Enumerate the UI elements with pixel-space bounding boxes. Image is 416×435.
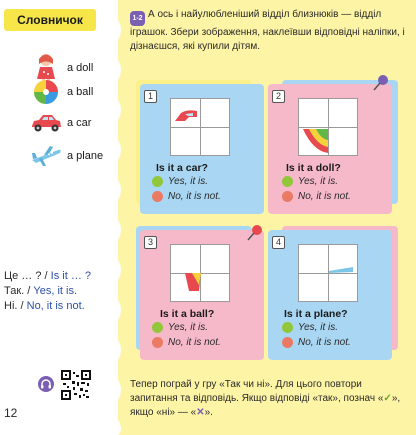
card-question: Is it a ball?: [160, 308, 215, 320]
grammar-no-en: No, it is not.: [26, 300, 85, 312]
doll-fragment-icon: [299, 127, 329, 157]
card-number: 1: [144, 90, 157, 103]
answer-yes-text: Yes, it is.: [168, 176, 209, 187]
car-icon: [28, 108, 64, 138]
vocabulary-word: a doll: [67, 62, 94, 74]
cross-mark-icon: ✕: [196, 407, 205, 418]
pushpin-icon: [246, 224, 264, 242]
card-question: Is it a plane?: [284, 308, 348, 320]
exercise-badge: 1-2: [130, 11, 145, 26]
game-instruction-part1: Тепер пограй у гру «Так чи ні». Для цього повтори запитання та відповідь. Якщо відповіді «так», познач «: [130, 379, 384, 404]
card-number: 4: [272, 236, 285, 249]
answer-yes-text: Yes, it is.: [298, 322, 339, 333]
grammar-no-ua: Ні.: [4, 300, 18, 312]
sticker-frame[interactable]: [298, 98, 358, 156]
game-instruction-part3: ».: [204, 407, 213, 418]
card-number: 3: [144, 236, 157, 249]
answer-yes-text: Yes, it is.: [298, 176, 339, 187]
answer-no-text: No, it is not.: [298, 191, 351, 202]
game-instruction: [130, 378, 412, 420]
vocabulary-item-ball: [28, 76, 93, 108]
yes-dot-icon: [152, 322, 163, 333]
qr-code-icon[interactable]: [61, 370, 91, 400]
vocabulary-word: a ball: [67, 86, 94, 98]
wavy-border: [112, 0, 124, 435]
card-question: Is it a car?: [156, 162, 208, 174]
pushpin-icon: [372, 74, 390, 92]
answer-no-text: No, it is not.: [168, 337, 221, 348]
vocabulary-title: Словничок: [4, 9, 96, 31]
answer-yes[interactable]: [282, 176, 338, 187]
answer-yes[interactable]: [152, 176, 208, 187]
card-4: [268, 226, 400, 364]
car-fragment-icon: [171, 99, 201, 127]
plane-fragment-icon: [327, 245, 357, 273]
sticker-frame[interactable]: [170, 244, 230, 302]
grammar-box: Це … ? / Is it … ? Так. / Yes, it is. Ні. / No, it is not.: [4, 270, 92, 312]
answer-no[interactable]: [282, 191, 351, 202]
check-mark-icon: ✓: [383, 393, 392, 404]
exercise-instruction: [130, 8, 410, 54]
sticker-frame[interactable]: [298, 244, 358, 302]
no-dot-icon: [152, 191, 163, 202]
answer-yes[interactable]: [152, 322, 208, 333]
answer-yes-text: Yes, it is.: [168, 322, 209, 333]
headphones-icon[interactable]: [38, 376, 54, 392]
answer-no-text: No, it is not.: [298, 337, 351, 348]
game-instruction-part2: », якщо «ні» — «: [130, 393, 401, 418]
answer-no[interactable]: [282, 337, 351, 348]
answer-no[interactable]: [152, 191, 221, 202]
card-number: 2: [272, 90, 285, 103]
no-dot-icon: [282, 191, 293, 202]
vocabulary-sidebar: [0, 0, 118, 435]
page-number: 12: [4, 406, 18, 420]
no-dot-icon: [152, 337, 163, 348]
yes-dot-icon: [282, 322, 293, 333]
vocabulary-word: a plane: [67, 150, 104, 162]
plane-icon: [28, 141, 64, 171]
instruction-text: А ось і найулюбленіший відділ близнюків — відділ іграшок. Збери зображення, наклеївши відповідні наліпки, і дізнаєшся, які купили дітям.: [130, 9, 405, 52]
exercise-panel: [118, 0, 416, 435]
card-question: Is it a doll?: [286, 162, 341, 174]
no-dot-icon: [282, 337, 293, 348]
sticker-frame[interactable]: [170, 98, 230, 156]
card-1: [136, 80, 268, 218]
yes-dot-icon: [282, 176, 293, 187]
vocabulary-item-car: [28, 107, 91, 139]
grammar-yes-ua: Так.: [4, 285, 25, 297]
vocabulary-item-plane: [28, 140, 103, 172]
vocabulary-word: a car: [67, 117, 92, 129]
answer-yes[interactable]: [282, 322, 338, 333]
answer-no[interactable]: [152, 337, 221, 348]
ball-icon: [28, 77, 64, 107]
answer-no-text: No, it is not.: [168, 191, 221, 202]
card-3: [136, 226, 268, 364]
grammar-yes-en: Yes, it is.: [33, 285, 78, 297]
grammar-question-ua: Це … ?: [4, 270, 42, 282]
grammar-question-en: Is it … ?: [50, 270, 92, 282]
ball-fragment-icon: [179, 273, 209, 303]
yes-dot-icon: [152, 176, 163, 187]
card-2: [268, 80, 400, 218]
